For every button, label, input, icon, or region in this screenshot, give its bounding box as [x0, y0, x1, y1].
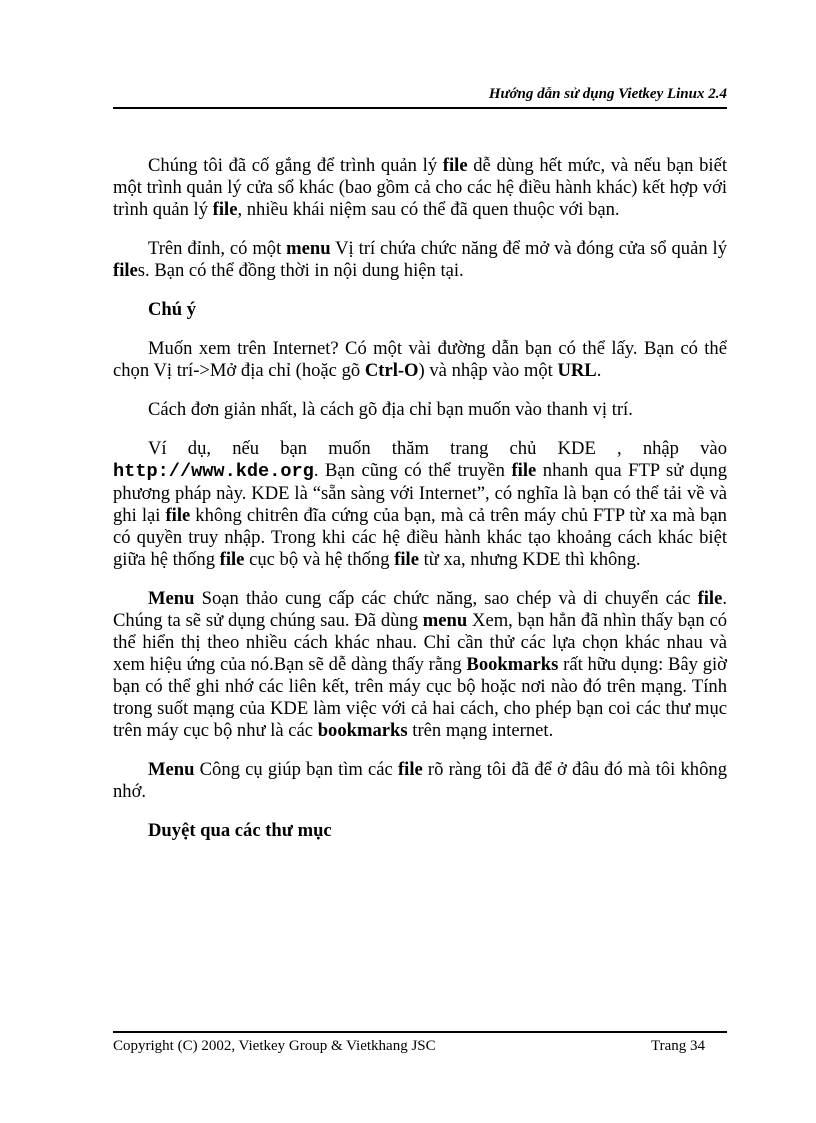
paragraph	[113, 759, 727, 803]
header-title: Hướng dẫn sử dụng Vietkey Linux 2.4	[488, 86, 727, 102]
bold-term: file	[697, 588, 723, 609]
bold-term: menu	[286, 238, 331, 259]
text-run: rõ ràng tôi đã để ở đâu đó mà tôi không nhớ.	[113, 759, 727, 802]
page-content	[113, 155, 727, 859]
text-run: Muốn xem trên Internet? Có một vài đường dẫn bạn có thể lấy. Bạn có thể chọn Vị trí->Mở địa chỉ (hoặc gõ	[113, 338, 727, 381]
text-run: Công cụ giúp bạn tìm các	[194, 759, 398, 780]
text-run: .	[596, 360, 602, 381]
paragraph	[113, 155, 727, 221]
bold-term: file	[219, 549, 245, 570]
page-footer	[113, 1031, 727, 1055]
bold-term: Menu	[148, 759, 195, 780]
text-run: s. Bạn có thể đồng thời in nội dung hiện tại.	[137, 260, 464, 281]
paragraph	[113, 338, 727, 382]
bold-term: URL	[557, 360, 597, 381]
bold-term: file	[442, 155, 468, 176]
bold-term: Menu	[148, 588, 195, 609]
text-run: Vị trí chứa chức năng để mở và đóng cửa sổ quản lý	[330, 238, 727, 259]
text-run: Chúng tôi đã cố gắng để trình quản lý	[148, 155, 443, 176]
bold-term: file	[165, 505, 191, 526]
text-run: nhanh qua FTP sử dụng phương pháp này. KDE là “sẵn sàng với Internet”, có nghĩa là bạn có thể tải về và ghi lại	[113, 460, 727, 526]
bold-term: bookmarks	[317, 720, 408, 741]
section-heading: Duyệt qua các thư mục	[148, 820, 332, 841]
text-run: Cách đơn giản nhất, là cách gõ địa chỉ bạn muốn vào thanh vị trí.	[148, 399, 633, 420]
text-run: cục bộ và hệ thống	[244, 549, 395, 570]
paragraph	[113, 438, 727, 571]
note-heading: Chú ý	[148, 299, 197, 320]
text-run: không chitrên đĩa cứng của bạn, mà cả trên máy chủ FTP từ xa mà bạn có quyền truy nhập. Trong khi các hệ điều hành khác tạo khoảng cách khác biệt giữa hệ thống	[113, 505, 727, 570]
page-header	[113, 86, 727, 109]
text-run: Soạn thảo cung cấp các chức năng, sao chép và di chuyển các	[194, 588, 698, 609]
text-run: Ví dụ, nếu bạn muốn thăm trang chủ KDE , nhập vào	[148, 438, 727, 459]
url-text: http://www.kde.org	[113, 461, 314, 482]
bold-term: file	[511, 460, 537, 481]
bold-term: file	[394, 549, 419, 570]
text-run: rất hữu dụng: Bây giờ bạn có thể ghi nhớ các liên kết, trên máy cục bộ hoặc nơi nào đó trên mạng. Tính trong suốt mạng của KDE làm việc với cả hai cách, cho phép bạn coi các thư mục trên máy cục bộ như là các	[113, 654, 727, 741]
text-run: dễ dùng hết mức, và nếu bạn biết một trình quản lý cửa sổ khác (bao gồm cả cho các hệ điều hành khác) kết hợp với trình quản lý	[113, 155, 727, 220]
text-run: Trên đỉnh, có một	[148, 238, 287, 259]
footer-copyright: Copyright (C) 2002, Vietkey Group & Vietkhang JSC	[113, 1038, 436, 1054]
bold-term: Bookmarks	[466, 654, 559, 675]
text-run: ) và nhập vào một	[418, 360, 558, 381]
text-run: . Bạn cũng có thể truyền	[313, 460, 512, 481]
bold-term: menu	[422, 610, 468, 631]
page-number: Trang 34	[650, 1038, 705, 1054]
text-run: . Chúng ta sẽ sử dụng chúng sau. Đã dùng	[113, 588, 727, 631]
text-run: trên mạng internet.	[407, 720, 554, 741]
paragraph	[113, 399, 727, 421]
text-run: từ xa, nhưng KDE thì không.	[418, 549, 641, 570]
bold-term: file	[113, 260, 138, 281]
paragraph	[113, 588, 727, 742]
bold-term: file	[397, 759, 423, 780]
bold-term: Ctrl-O	[364, 360, 419, 381]
paragraph	[113, 238, 727, 282]
text-run: Xem, bạn hẳn đã nhìn thấy bạn có thể hiển thị theo nhiều cách khác nhau. Chỉ cần thử các lựa chọn khác nhau và xem hiệu ứng của nó.Bạn sẽ dễ dàng thấy rằng	[113, 610, 728, 675]
text-run: , nhiều khái niệm sau có thể đã quen thuộc với bạn.	[237, 199, 620, 220]
bold-term: file	[212, 199, 238, 220]
